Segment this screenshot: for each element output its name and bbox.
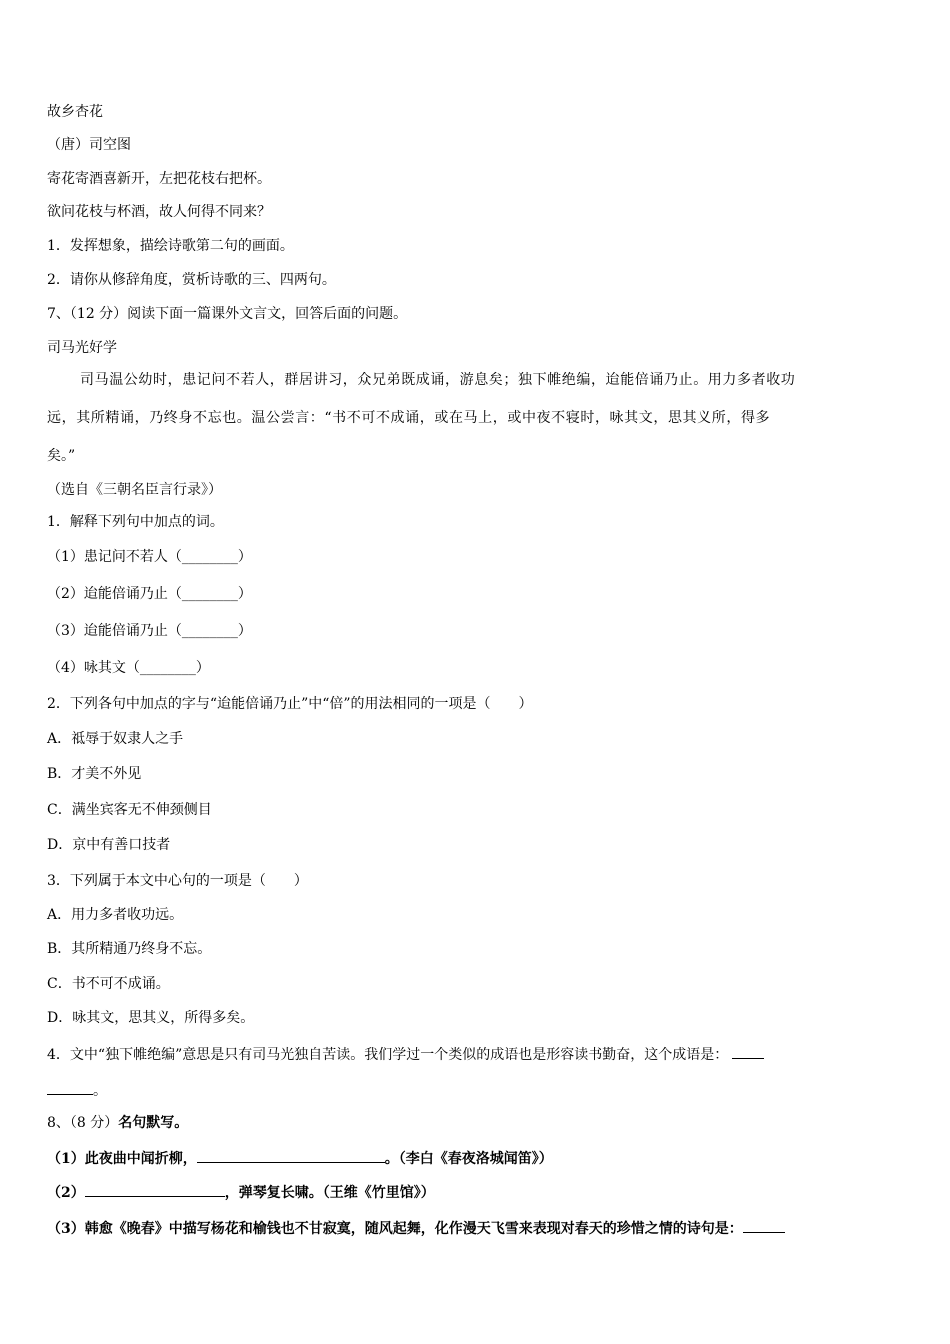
q7-sub1-c: （3）迨能倍诵乃止（________） [47, 623, 252, 639]
answer-blank[interactable] [197, 1147, 385, 1163]
q6-item-1: 1．发挥想象，描绘诗歌第二句的画面。 [47, 238, 294, 254]
q7-sub2-option-a: A．祗辱于奴隶人之手 [47, 731, 184, 747]
q8-item-2-end: ，弹琴复长啸。（王维《竹里馆》） [224, 1185, 435, 1201]
q7-sub2-option-d: D．京中有善口技者 [47, 837, 171, 853]
q7-sub3-option-b: B．其所精通乃终身不忘。 [47, 941, 212, 957]
q7-sub3-option-a: A．用力多者收功远。 [47, 907, 184, 923]
q7-sub4-continuation [47, 1079, 107, 1101]
poem-author: （唐）司空图 [47, 137, 131, 153]
poem-line-2: 欲问花枝与杯酒，故人何得不同来？ [47, 204, 271, 220]
q6-item-2: 2．请你从修辞角度，赏析诗歌的三、四两句。 [47, 272, 336, 288]
q7-passage-line-1: 司马温公幼时，患记问不若人，群居讲习，众兄弟既成诵，游息矣；独下帷绝编，迨能倍诵乃止。用力多者收功 [80, 372, 796, 388]
q8-item-3-text: （3）韩愈《晚春》中描写杨花和榆钱也不甘寂寞，随风起舞，化作漫天飞雪来表现对春天的珍惜之情的诗句是： [47, 1221, 743, 1237]
q7-sub4-text: 4．文中“独下帷绝编”意思是只有司马光独自苦读。我们学过一个类似的成语也是形容读书勤奋，这个成语是： [47, 1047, 729, 1063]
q8-prefix: 8、（8 分） [47, 1115, 119, 1131]
q8-header [47, 1113, 188, 1133]
answer-blank[interactable] [85, 1181, 225, 1197]
answer-blank[interactable] [732, 1043, 764, 1059]
q7-passage-line-3: 矣。” [47, 448, 76, 464]
q7-sub2-option-c: C．满坐宾客无不伸颈侧目 [47, 802, 212, 818]
q8-item-1-label: （1）此夜曲中闻折柳， [47, 1151, 197, 1167]
q7-passage-title: 司马光好学 [47, 340, 117, 356]
q7-sub1-stem: 1．解释下列句中加点的词。 [47, 514, 224, 530]
answer-blank[interactable] [47, 1079, 93, 1095]
q7-sub2-option-b: B．才美不外见 [47, 766, 142, 782]
q8-item-2 [47, 1181, 435, 1203]
q7-source: （选自《三朝名臣言行录》） [47, 482, 222, 498]
q7-passage-line-2: 远，其所精诵，乃终身不忘也。温公尝言：“书不可不成诵，或在马上，或中夜不寝时，咏其文，思其义所，得多 [47, 410, 771, 426]
q8-item-1 [47, 1147, 553, 1169]
answer-blank[interactable] [743, 1217, 785, 1233]
poem-title: 故乡杏花 [47, 104, 103, 120]
q7-sub3-option-d: D．咏其文，思其义，所得多矣。 [47, 1010, 255, 1026]
q7-sub1-d: （4）咏其文（________） [47, 660, 210, 676]
q8-item-1-end: 。（李白《春夜洛城闻笛》） [384, 1151, 553, 1167]
q8-title: 名句默写。 [118, 1115, 189, 1131]
q7-sub3-stem: 3．下列属于本文中心句的一项是（ ） [47, 873, 308, 889]
q7-sub4-end: 。 [93, 1083, 107, 1099]
q7-sub2-stem: 2．下列各句中加点的字与“迨能倍诵乃止”中“倍”的用法相同的一项是（ ） [47, 696, 533, 712]
q8-item-3 [47, 1217, 785, 1239]
q7-sub3-option-c: C．书不可不成诵。 [47, 976, 170, 992]
poem-line-1: 寄花寄酒喜新开，左把花枝右把杯。 [47, 171, 271, 187]
q7-sub4-stem [47, 1043, 764, 1065]
q7-sub1-a: （1）患记问不若人（________） [47, 549, 252, 565]
q7-sub1-b: （2）迨能倍诵乃止（________） [47, 586, 252, 602]
q8-item-2-label: （2） [47, 1185, 85, 1201]
q7-header: 7、（12 分）阅读下面一篇课外文言文，回答后面的问题。 [47, 306, 408, 322]
